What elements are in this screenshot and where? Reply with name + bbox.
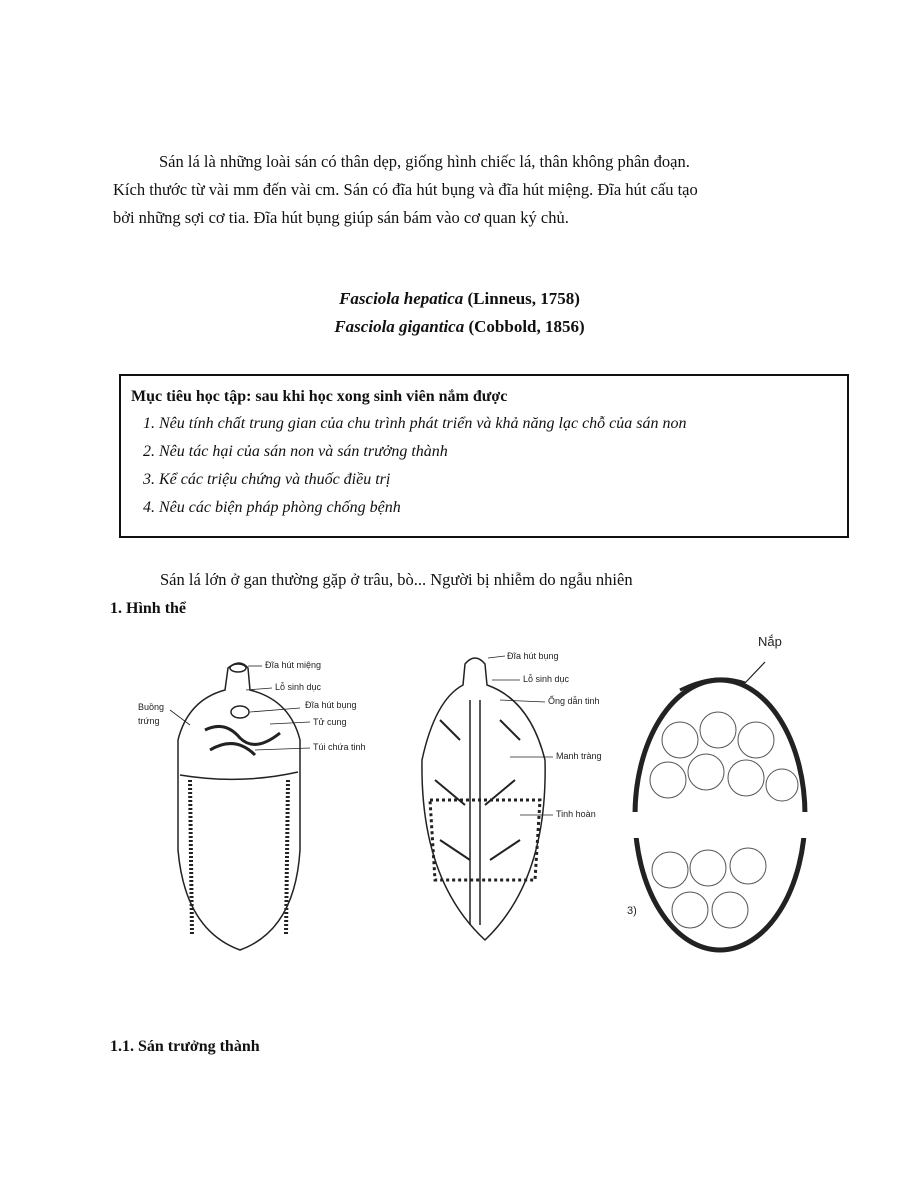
species-author: (Cobbold, 1856) <box>464 317 585 336</box>
species-name: Fasciola hepatica <box>339 289 464 308</box>
label-vas-deferens: Ống dẫn tinh <box>548 696 600 706</box>
label-genital-pore-2: Lỗ sinh dục <box>523 674 570 684</box>
species-author: (Linneus, 1758) <box>463 289 580 308</box>
label-ovary: Buồng <box>138 702 165 712</box>
label-testis: Tinh hoàn <box>556 809 596 819</box>
species-name: Fasciola gigantica <box>334 317 465 336</box>
paragraph-line: Sán lá là những loài sán có thân dẹp, giống hình chiếc lá, thân không phân đoạn. <box>159 152 690 171</box>
objective-item: 4. Nêu các biện pháp phòng chống bệnh <box>143 499 401 516</box>
label-ovary-2: trứng <box>138 716 160 726</box>
objective-item: 3. Kể các triệu chứng và thuốc điều trị <box>143 471 391 488</box>
label-operculum: Nắp <box>758 634 782 649</box>
label-oral-sucker: Đĩa hút miệng <box>265 660 322 670</box>
label-uterus: Tử cung <box>313 717 347 727</box>
paragraph-line: bởi những sợi cơ tia. Đĩa hút bụng giúp sán bám vào cơ quan ký chủ. <box>113 208 569 227</box>
label-genital-pore: Lỗ sinh dục <box>275 682 322 692</box>
objective-item: 2. Nêu tác hại của sán non và sán trưởng thành <box>143 443 448 460</box>
label-caecum: Manh tràng <box>556 751 602 761</box>
egg-caption: 3) <box>627 905 637 917</box>
label-seminal-vesicle: Túi chứa tinh <box>313 742 366 752</box>
objectives-heading: Mục tiêu học tập: sau khi học xong sinh viên nắm được <box>131 388 508 405</box>
intro-sentence: Sán lá lớn ở gan thường gặp ở trâu, bò... Người bị nhiễm do ngẫu nhiên <box>160 570 633 589</box>
label-ventral-sucker: Đĩa hút bụng <box>305 700 357 710</box>
section-heading: 1. Hình thể <box>110 600 187 617</box>
paragraph-line: Kích thước từ vài mm đến vài cm. Sán có đĩa hút bụng và đĩa hút miệng. Đĩa hút cấu tạo <box>113 180 698 199</box>
objective-item: 1. Nêu tính chất trung gian của chu trình phát triển và khả năng lạc chỗ của sán non <box>143 415 687 432</box>
label-ventral-sucker-2: Đĩa hút bụng <box>507 651 559 661</box>
subsection-heading: 1.1. Sán trưởng thành <box>110 1038 260 1055</box>
